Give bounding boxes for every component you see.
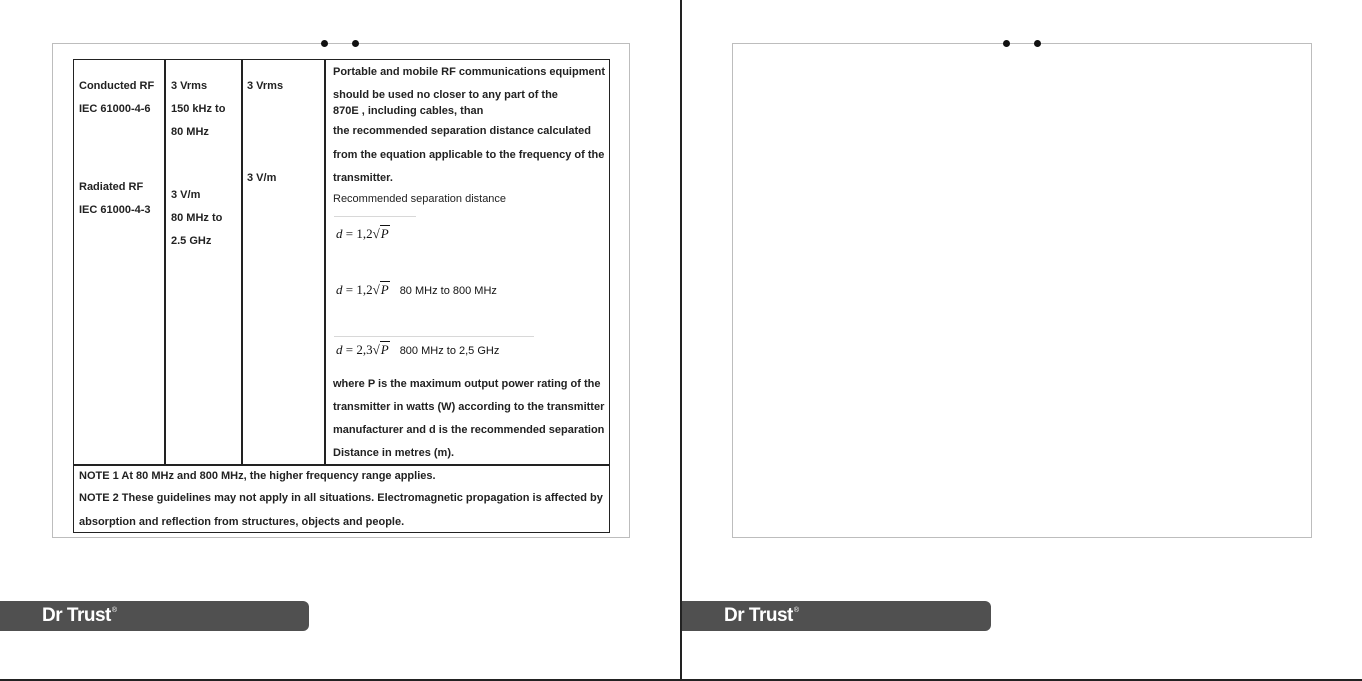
guidance-line: where P is the maximum output power rating of the [333, 378, 601, 390]
separation-formula: d = 1,2√P 80 MHz to 800 MHz [336, 282, 497, 297]
column-divider [241, 60, 243, 465]
compliance-level: 3 Vrms [247, 80, 284, 92]
footer-brand-bar [0, 601, 309, 631]
formula-rule [334, 216, 416, 217]
formula-variable: P [380, 226, 389, 241]
note-2: NOTE 2 These guidelines may not apply in all situations. Electromagnetic propagation is affected by [79, 492, 603, 504]
content-frame [732, 43, 1312, 538]
formula-variable: P [380, 342, 389, 357]
test-level: 2.5 GHz [171, 235, 212, 247]
guidance-line: 870E , including cables, than [333, 105, 484, 117]
compliance-level: 3 V/m [247, 172, 277, 184]
formula-lhs: d [336, 342, 343, 357]
column-divider [164, 60, 166, 465]
hole-dot [321, 40, 328, 47]
test-level: 80 MHz to [171, 212, 223, 224]
formula-coefficient: 1,2 [356, 282, 373, 297]
test-level: 3 V/m [171, 189, 201, 201]
formula-rule [334, 336, 534, 337]
note-1: NOTE 1 At 80 MHz and 800 MHz, the higher frequency range applies. [79, 470, 436, 482]
hole-dot [352, 40, 359, 47]
recommended-distance-label: Recommended separation distance [333, 193, 507, 205]
formula-coefficient: 2,3 [356, 342, 373, 357]
guidance-line: Distance in metres (m). [333, 447, 455, 459]
frequency-range: 800 MHz to 2,5 GHz [399, 345, 500, 357]
notes-divider [74, 464, 609, 466]
frequency-range: 80 MHz to 800 MHz [399, 285, 497, 297]
test-name: Conducted RF [79, 80, 155, 92]
guidance-line: from the equation applicable to the frequency of the [333, 149, 605, 161]
formula-variable: P [380, 282, 389, 297]
guidance-line: transmitter. [333, 172, 393, 184]
test-standard: IEC 61000-4-6 [79, 103, 151, 115]
right-page [681, 0, 1362, 681]
formula-coefficient: 1,2 [356, 226, 373, 241]
test-level: 150 kHz to [171, 103, 226, 115]
footer-brand-bar [682, 601, 991, 631]
guidance-line: manufacturer and d is the recommended separation [333, 424, 605, 436]
test-standard: IEC 61000-4-3 [79, 204, 151, 216]
column-divider [324, 60, 326, 465]
guidance-line: the recommended separation distance calculated [333, 125, 591, 137]
brand-logo: Dr Trust® [42, 605, 117, 626]
separation-formula: d = 1,2√P [336, 226, 389, 241]
test-level: 80 MHz [171, 126, 209, 138]
formula-lhs: d [336, 226, 343, 241]
hole-dot [1003, 40, 1010, 47]
guidance-line: should be used no closer to any part of the [333, 89, 558, 101]
test-name: Radiated RF [79, 181, 144, 193]
guidance-line: Portable and mobile RF communications equipment [333, 66, 605, 78]
test-level: 3 Vrms [171, 80, 208, 92]
formula-lhs: d [336, 282, 343, 297]
emc-immunity-table [73, 59, 610, 533]
brand-logo: Dr Trust® [724, 605, 799, 626]
hole-dot [1034, 40, 1041, 47]
note-2-continued: absorption and reflection from structures, objects and people. [79, 516, 405, 528]
separation-formula: d = 2,3√P 800 MHz to 2,5 GHz [336, 342, 500, 357]
guidance-line: transmitter in watts (W) according to the transmitter [333, 401, 605, 413]
